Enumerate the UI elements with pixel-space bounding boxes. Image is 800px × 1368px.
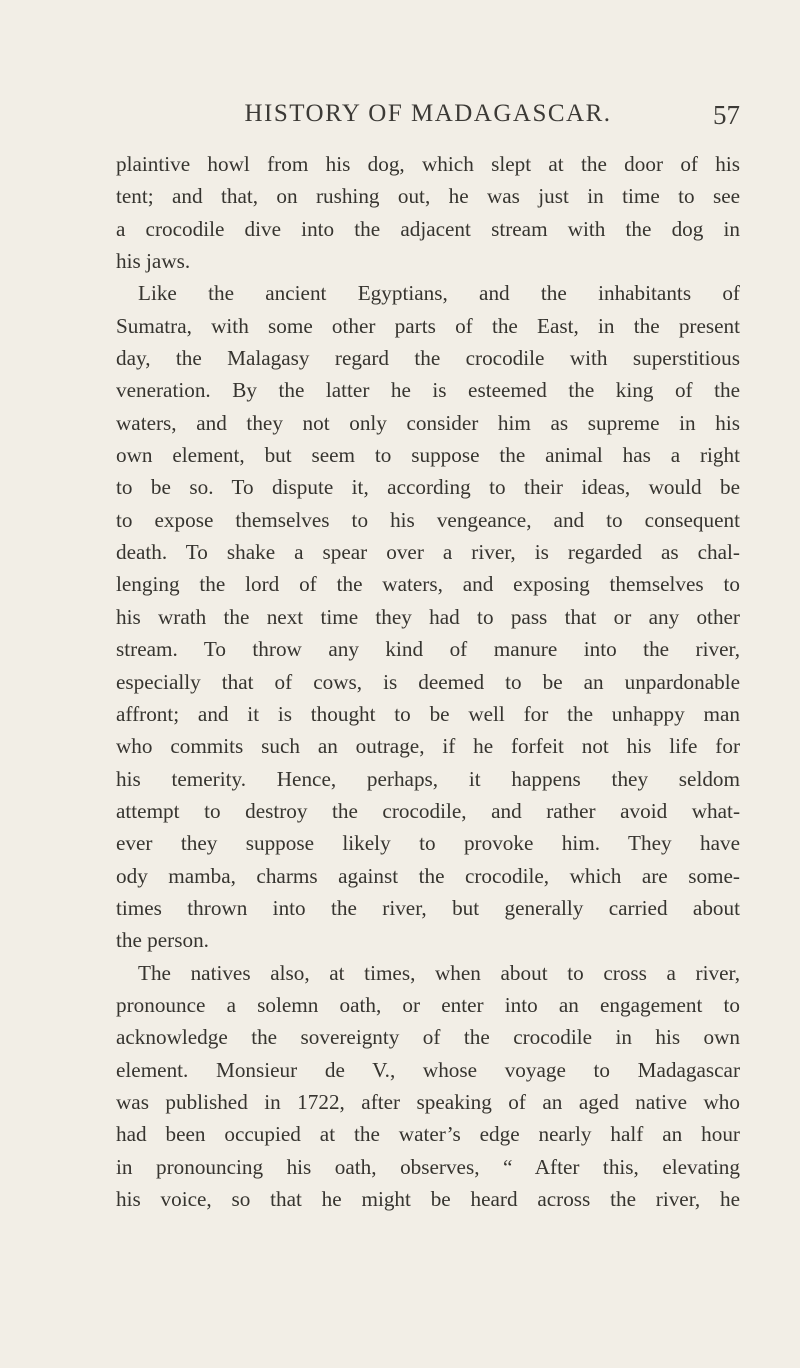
text-line: times thrown into the river, but generally carried about: [116, 895, 740, 920]
text-line: in pronouncing his oath, observes, “ After this, elevating: [116, 1154, 740, 1179]
text-line: the person.: [116, 928, 209, 953]
text-line: pronounce a solemn oath, or enter into an engagement to: [116, 992, 740, 1017]
text-line: his voice, so that he might be heard across the river, he: [116, 1187, 740, 1211]
text-line: plaintive howl from his dog, which slept at the door of his: [116, 152, 740, 176]
body-text: [116, 148, 740, 1215]
text-line: was published in 1722, after speaking of an aged native who: [116, 1089, 740, 1114]
text-line: his wrath the next time they had to pass that or any other: [116, 604, 740, 629]
text-line: day, the Malagasy regard the crocodile with superstitious: [116, 346, 740, 371]
text-line: veneration. By the latter he is esteemed the king of the: [116, 378, 740, 403]
text-line: lenging the lord of the waters, and exposing themselves to: [116, 572, 740, 597]
text-line: especially that of cows, is deemed to be an unpardonable: [116, 669, 740, 694]
text-line: who commits such an outrage, if he forfeit not his life for: [116, 734, 740, 759]
text-line: attempt to destroy the crocodile, and rather avoid what-: [116, 798, 740, 823]
text-line: tent; and that, on rushing out, he was just in time to see: [116, 184, 740, 209]
text-line: death. To shake a spear over a river, is regarded as chal-: [116, 540, 740, 565]
text-line: own element, but seem to suppose the animal has a right: [116, 443, 740, 468]
text-line: Sumatra, with some other parts of the East, in the present: [116, 313, 740, 338]
text-line: to be so. To dispute it, according to their ideas, would be: [116, 475, 740, 500]
text-line: a crocodile dive into the adjacent stream with the dog in: [116, 216, 740, 241]
text-line: Like the ancient Egyptians, and the inhabitants of: [138, 281, 740, 306]
running-head: HISTORY OF MADAGASCAR.: [244, 100, 612, 127]
text-line: his temerity. Hence, perhaps, it happens they seldom: [116, 766, 740, 791]
text-line: stream. To throw any kind of manure into the river,: [116, 637, 740, 662]
text-line: The natives also, at times, when about to cross a river,: [138, 960, 740, 985]
text-line: his jaws.: [116, 249, 191, 274]
text-line: ody mamba, charms against the crocodile, which are some-: [116, 863, 740, 888]
text-line: to expose themselves to his vengeance, and to consequent: [116, 507, 740, 532]
text-line: element. Monsieur de V., whose voyage to Madagascar: [116, 1057, 740, 1082]
page-number: 57: [713, 100, 740, 130]
text-line: affront; and it is thought to be well for the unhappy man: [116, 701, 740, 726]
text-line: acknowledge the sovereignty of the crocodile in his own: [116, 1025, 740, 1050]
text-line: waters, and they not only consider him as supreme in his: [116, 410, 740, 435]
page-header: [116, 100, 740, 140]
text-line: ever they suppose likely to provoke him. They have: [116, 831, 740, 856]
text-line: had been occupied at the water’s edge nearly half an hour: [116, 1122, 740, 1147]
